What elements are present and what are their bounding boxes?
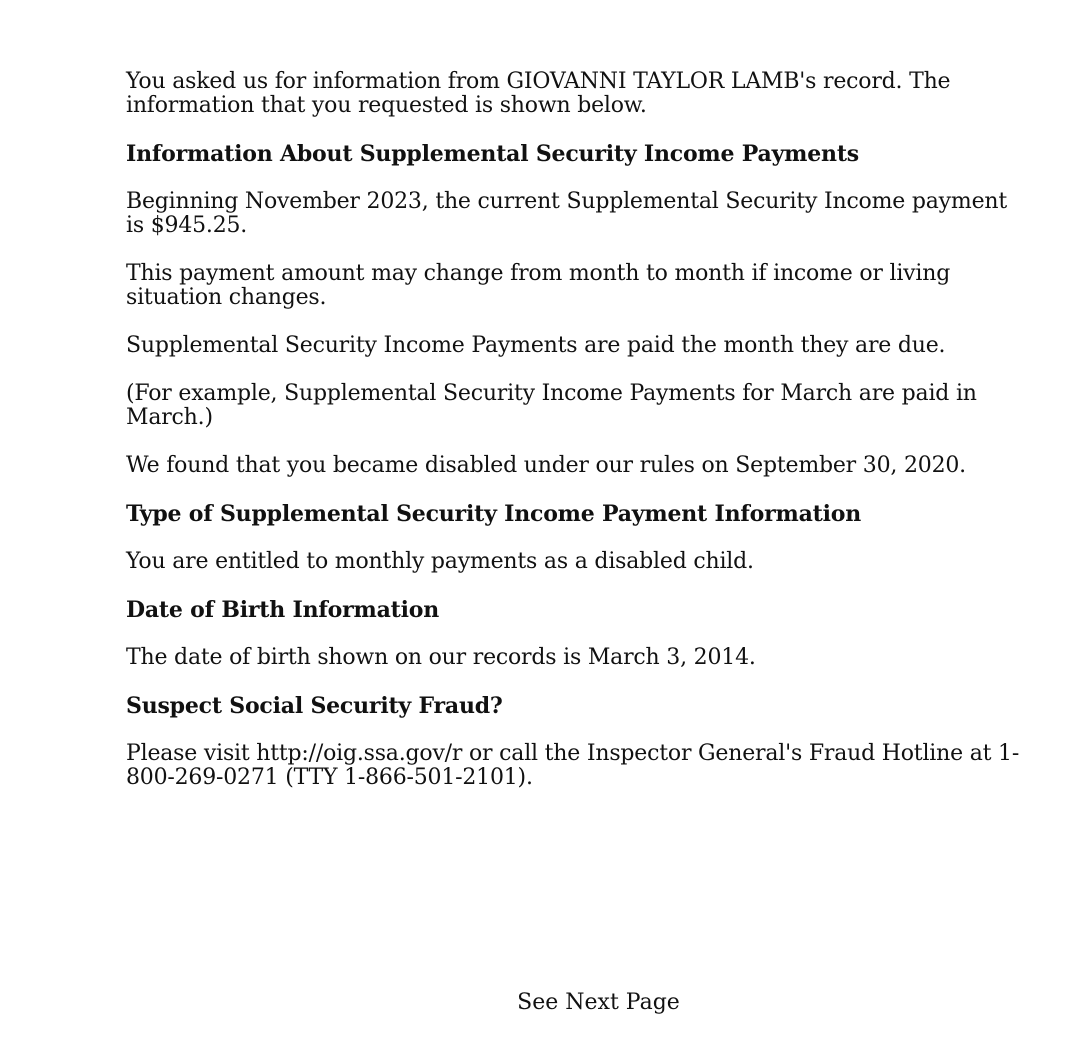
payment-change-paragraph: This payment amount may change from month to month if income or living situation changes. bbox=[126, 261, 951, 310]
fraud-paragraph: Please visit http://oig.ssa.gov/r or call the Inspector General's Fraud Hotline at 1-800-269-0271 (TTY 1-866-501-2101). bbox=[126, 741, 1020, 790]
payment-example-paragraph: (For example, Supplemental Security Income Payments for March are paid in March.) bbox=[126, 381, 977, 430]
date-of-birth-heading: Date of Birth Information bbox=[126, 597, 440, 623]
see-next-page-footer: See Next Page bbox=[517, 990, 680, 1015]
intro-paragraph: You asked us for information from GIOVANNI TAYLOR LAMB's record. The information that you requested is shown below. bbox=[126, 69, 951, 118]
fraud-heading: Suspect Social Security Fraud? bbox=[126, 693, 503, 719]
ssi-payments-heading: Information About Supplemental Security Income Payments bbox=[126, 141, 859, 167]
payment-due-paragraph: Supplemental Security Income Payments are paid the month they are due. bbox=[126, 333, 946, 358]
payment-type-paragraph: You are entitled to monthly payments as a disabled child. bbox=[126, 549, 754, 574]
payment-amount-paragraph: Beginning November 2023, the current Supplemental Security Income payment is $945.25. bbox=[126, 189, 1007, 238]
payment-type-heading: Type of Supplemental Security Income Payment Information bbox=[126, 501, 862, 527]
date-of-birth-paragraph: The date of birth shown on our records is March 3, 2014. bbox=[126, 645, 756, 670]
letter-body bbox=[126, 70, 1031, 814]
disability-date-paragraph: We found that you became disabled under our rules on September 30, 2020. bbox=[126, 453, 966, 478]
